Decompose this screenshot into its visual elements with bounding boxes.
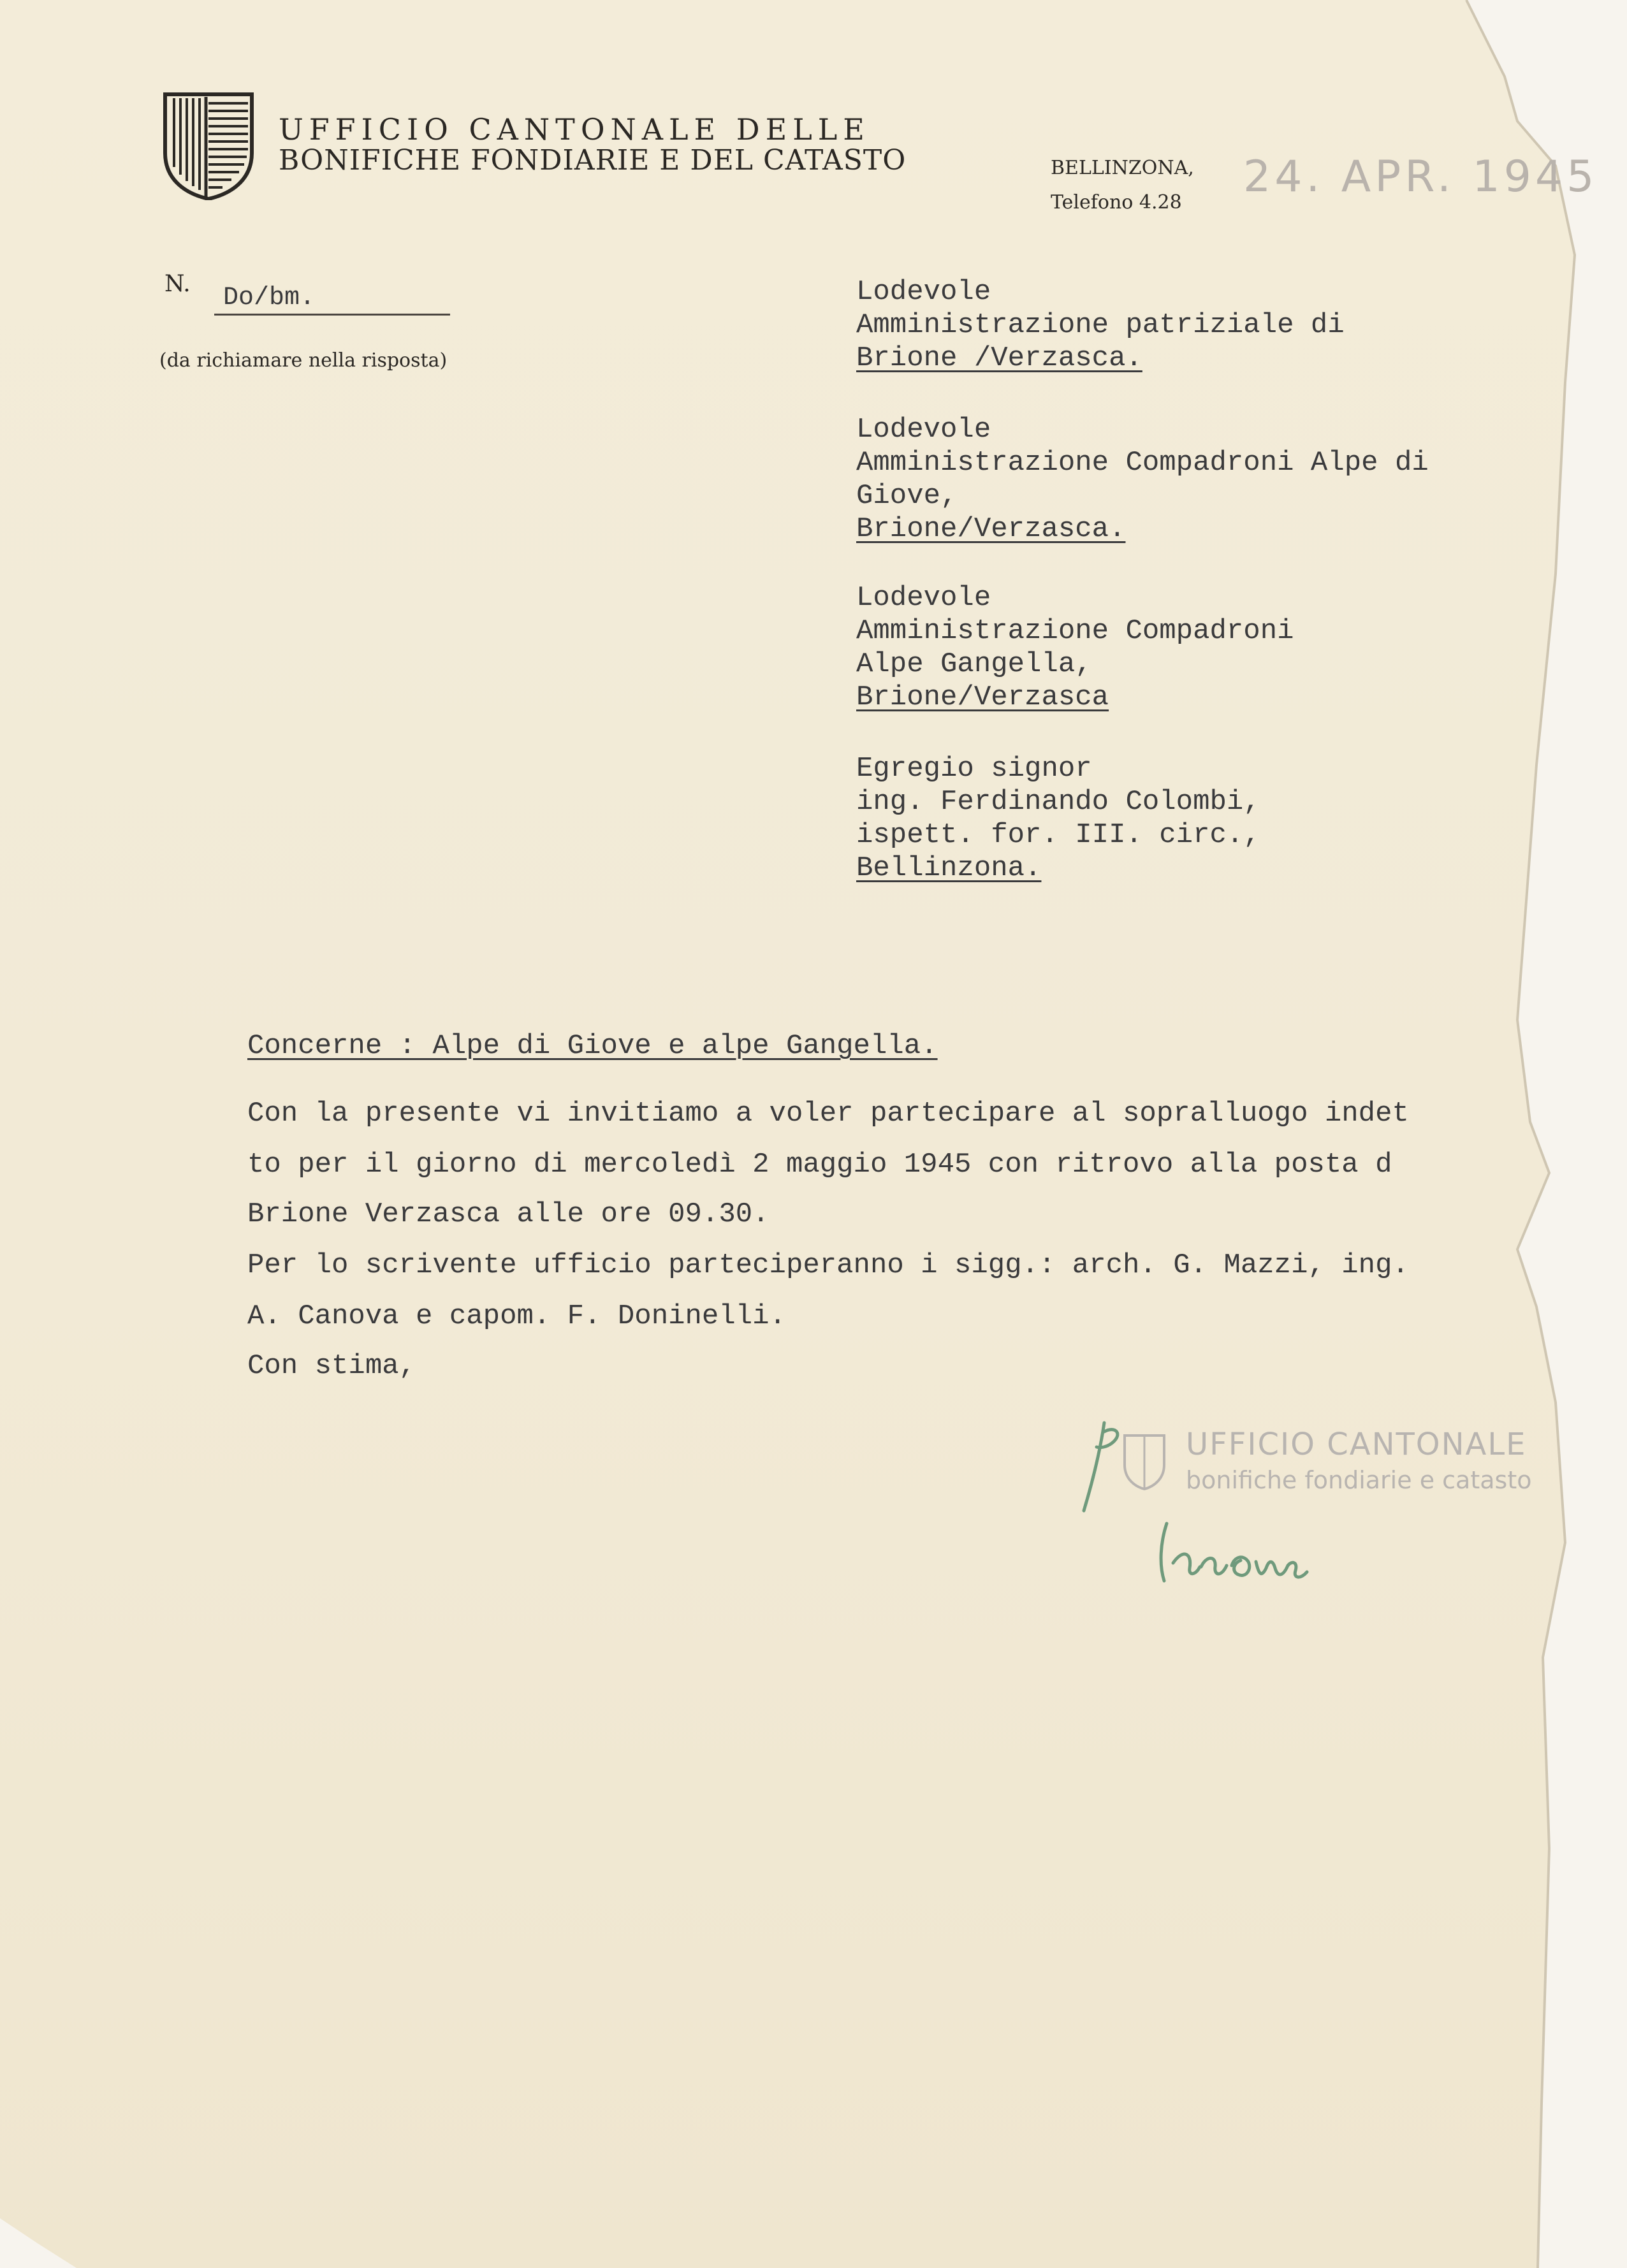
addressee-line: Lodevole [856, 276, 991, 308]
city-label: BELLINZONA, [1051, 157, 1194, 179]
addressee-line: Brione /Verzasca. [856, 342, 1142, 374]
phone-label: Telefono 4.28 [1051, 191, 1182, 214]
addressee-line: Amministrazione patriziale di [856, 309, 1345, 341]
body-line: Con la presente vi invitiamo a voler partecipare al sopralluogo indet [247, 1098, 1409, 1130]
office-name-line1: UFFICIO CANTONALE DELLE [279, 112, 870, 147]
body-line: A. Canova e capom. F. Doninelli. [247, 1300, 786, 1332]
reference-note: (da richiamare nella risposta) [159, 349, 448, 372]
addressee-line: Amministrazione Compadroni Alpe di [856, 447, 1429, 479]
date-stamp: 24. APR. 1945 [1243, 152, 1598, 202]
office-stamp-line1: UFFICIO CANTONALE [1186, 1427, 1527, 1462]
addressee-line: Brione/Verzasca [856, 681, 1109, 713]
body-line: to per il giorno di mercoledì 2 maggio 1945 con ritrovo alla posta d [247, 1149, 1392, 1181]
body-line: Per lo scrivente ufficio parteciperanno i sigg.: arch. G. Mazzi, ing. [247, 1249, 1409, 1281]
office-name-line2: BONIFICHE FONDIARIE E DEL CATASTO [279, 144, 907, 177]
office-stamp-line2: bonifiche fondiarie e catasto [1186, 1466, 1532, 1494]
addressee-line: Egregio signor [856, 753, 1092, 785]
addressee-block [856, 752, 1260, 885]
body-line: Con stima, [247, 1350, 416, 1382]
addressee-line: Giove, [856, 480, 958, 512]
reference-value: Do/bm. [223, 284, 316, 312]
addressee-block [856, 413, 1429, 546]
reference-label: N. [164, 271, 191, 297]
addressee-line: Bellinzona. [856, 852, 1042, 884]
addressee-line: Lodevole [856, 414, 991, 446]
addressee-line: ispett. for. III. circ., [856, 819, 1260, 851]
addressee-line: Brione/Verzasca. [856, 513, 1126, 545]
subject-line: Concerne : Alpe di Giove e alpe Gangella. [247, 1030, 938, 1062]
addressee-line: Alpe Gangella, [856, 648, 1092, 680]
reference-underline [214, 314, 450, 316]
addressee-block [856, 581, 1294, 714]
body-line: Brione Verzasca alle ore 09.30. [247, 1198, 770, 1230]
handwritten-signature [1065, 1415, 1364, 1600]
addressee-line: ing. Ferdinando Colombi, [856, 786, 1260, 818]
canton-crest-logo [161, 91, 256, 200]
addressee-block [856, 275, 1345, 375]
addressee-line: Lodevole [856, 582, 991, 614]
addressee-line: Amministrazione Compadroni [856, 615, 1294, 647]
